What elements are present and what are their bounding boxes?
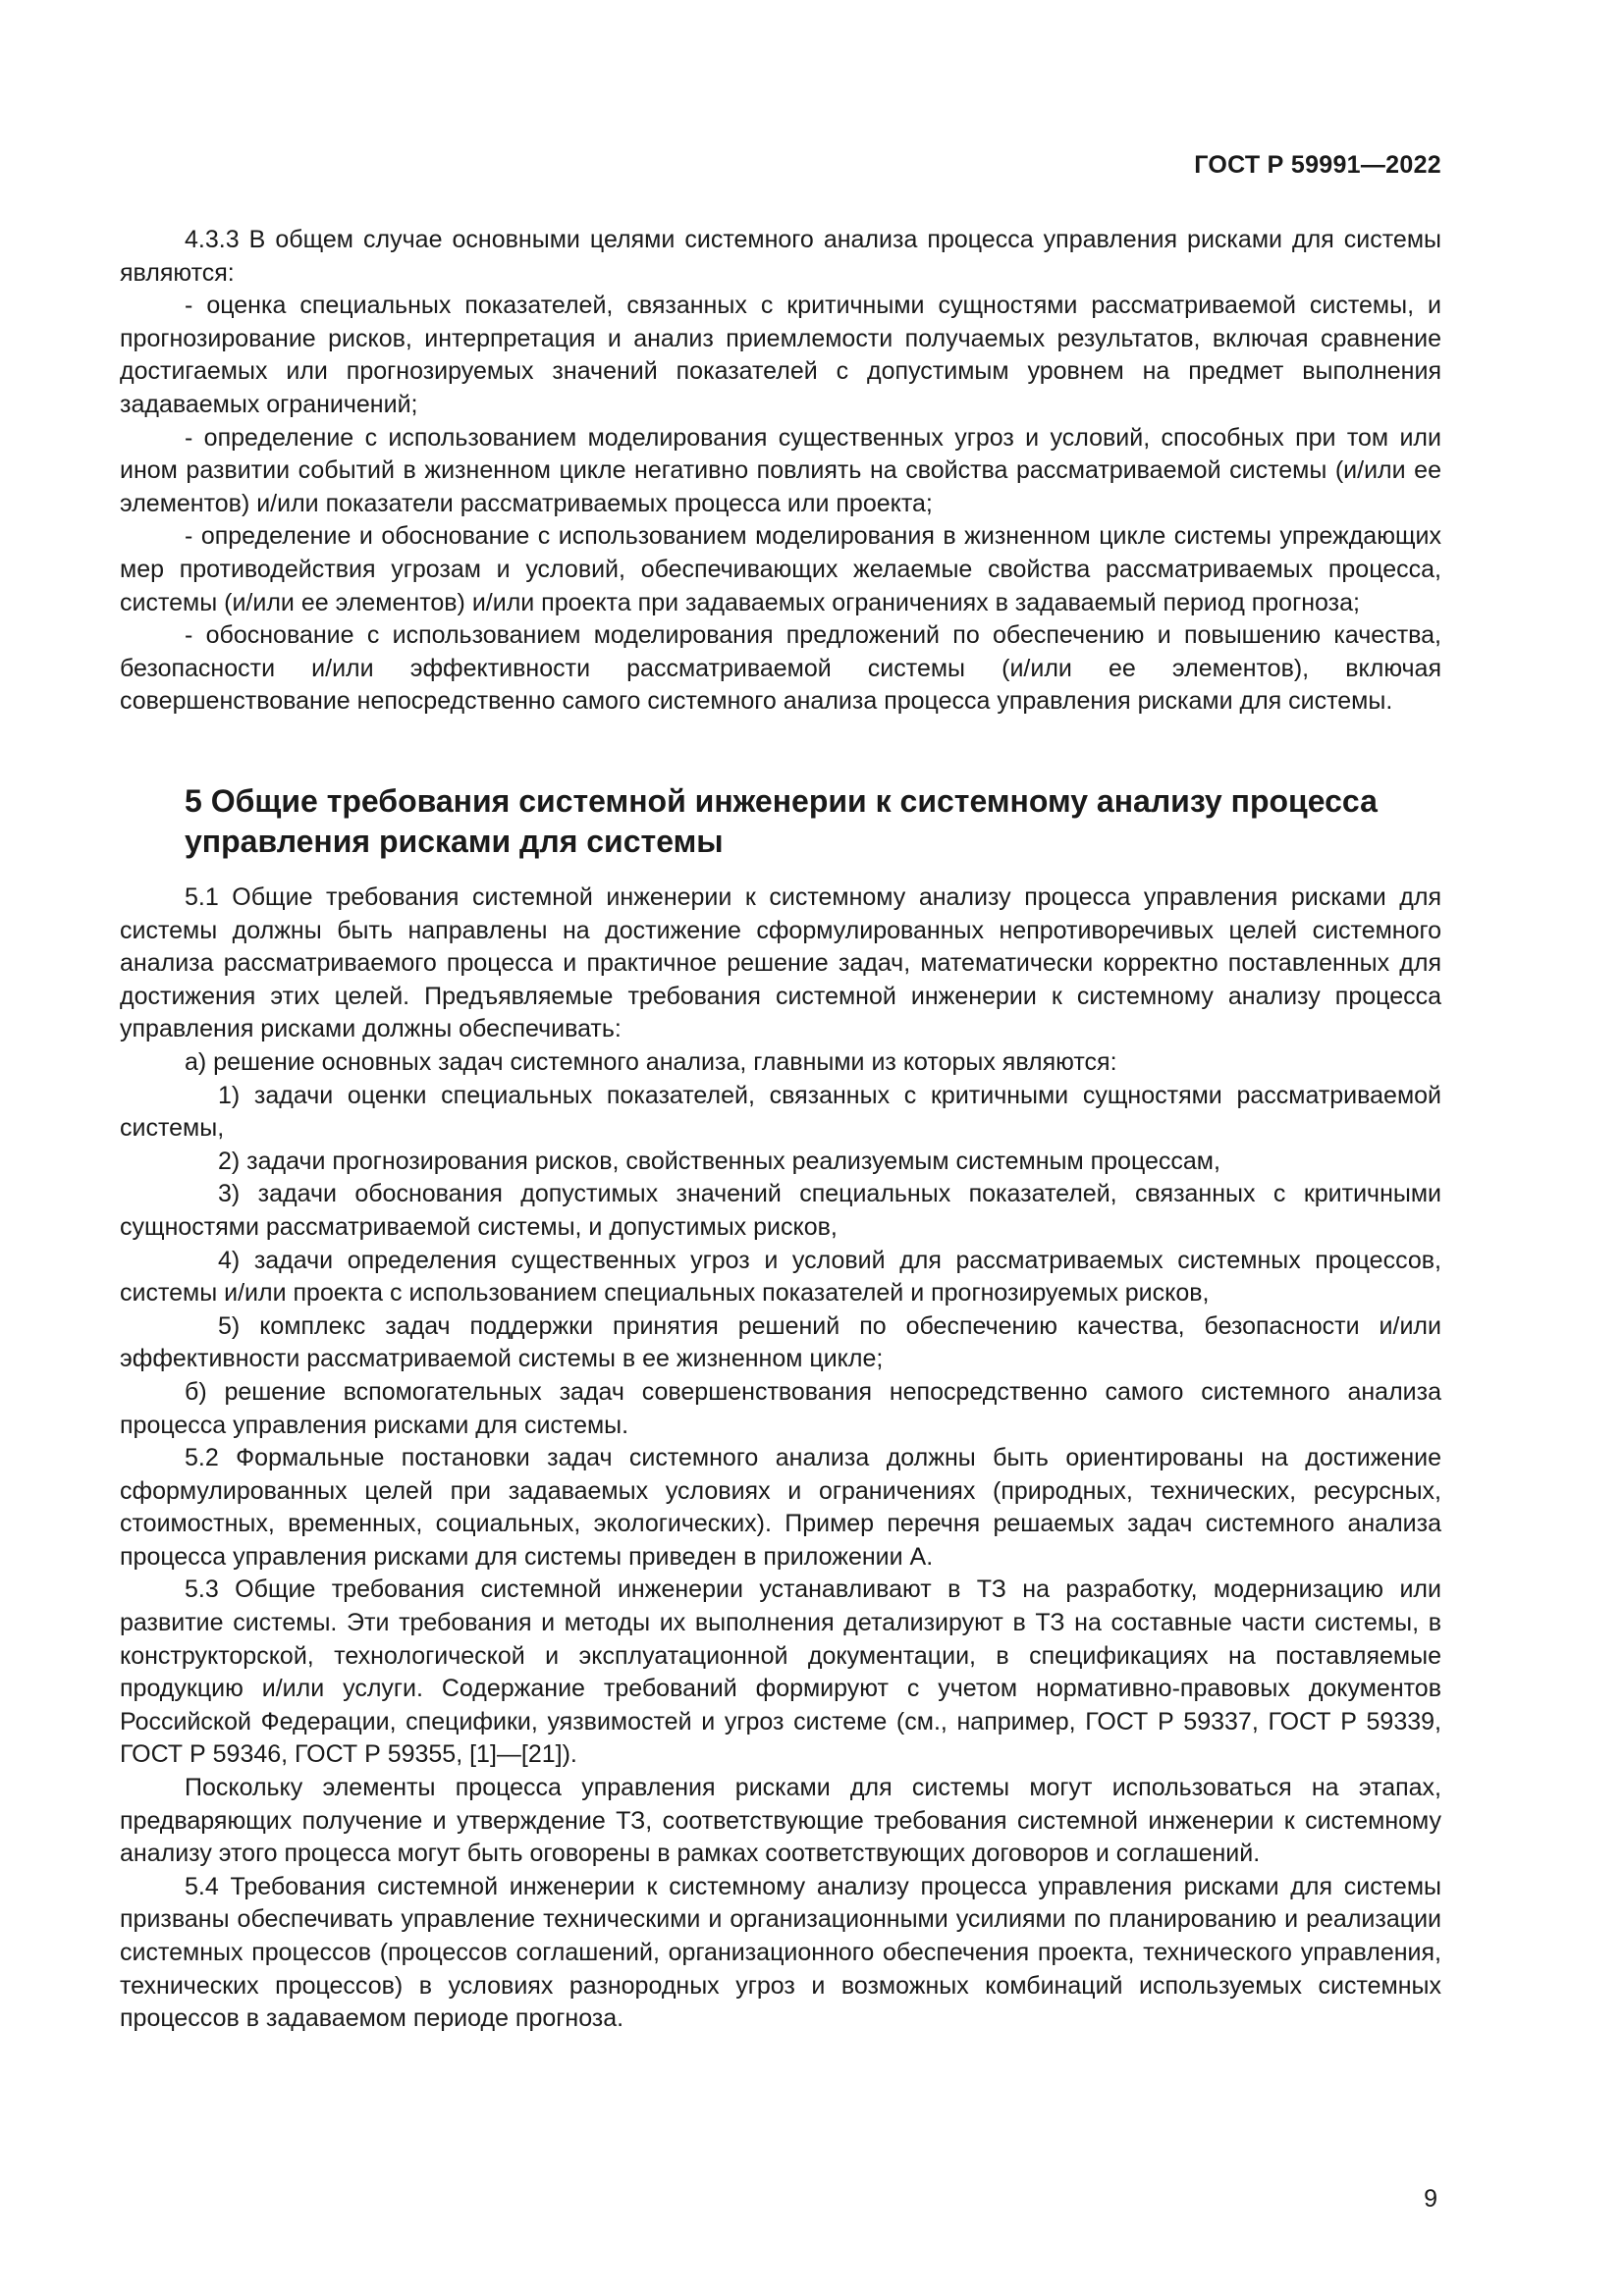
list-item-a: а) решение основных задач системного анализа, главными из которых являются:	[185, 1047, 1117, 1076]
paragraph-4-3-3: 4.3.3 В общем случае основными целями системного анализа процесса управления рисками для системы являются:	[120, 226, 1441, 287]
list-subitem-1: 1) задачи оценки специальных показателей, связанных с критичными сущностями рассматриваемой системы,	[120, 1081, 1441, 1143]
list-subitem-2: 2) задачи прогнозирования рисков, свойственных реализуемым системным процессам,	[218, 1147, 1220, 1175]
paragraph-5-2: 5.2 Формальные постановки задач системного анализа должны быть ориентированы на достижение сформулированных целей при задаваемых условиях и ограничениях (природных, технических, ресурсных, стоимостных, временных, социальных, экологических). Пример перечня решаемых задач системного анализа процесса управления рисками для системы приведен в приложении А.	[120, 1444, 1441, 1571]
paragraph-5-3-continuation: Поскольку элементы процесса управления рисками для системы могут использоваться на этапах, предваряющих получение и утверждение ТЗ, соответствующие требования системной инженерии к системному анализу этого процесса могут быть оговорены в рамках соответствующих договоров и соглашений.	[120, 1774, 1441, 1868]
paragraph-5-4: 5.4 Требования системной инженерии к системному анализу процесса управления рисками для системы призваны обеспечивать управление техническими и организационными усилиями по планированию и реализации системных процессов (процессов соглашений, организационного обеспечения проекта, технического управления, технических процессов) в условиях разнородных угроз и возможных комбинаций используемых системных процессов в задаваемом периоде прогноза.	[120, 1872, 1441, 2033]
list-subitem-4: 4) задачи определения существенных угроз и условий для рассматриваемых системных процессов, системы и/или проекта с использованием специальных показателей и прогнозируемых рисков,	[120, 1246, 1441, 1308]
list-item-goal-1: - оценка специальных показателей, связанных с критичными сущностями рассматриваемой системы, и прогнозирование рисков, интерпретация и анализ приемлемости получаемых результатов, включая сравнение достигаемых или прогнозируемых значений показателей с допустимым уровнем на предмет выполнения задаваемых ограничений;	[120, 292, 1441, 418]
section-5-body	[120, 881, 1441, 2036]
list-item-goal-2: - определение с использованием моделирования существенных угроз и условий, способных при том или ином развитии событий в жизненном цикле негативно повлиять на свойства рассматриваемой системы (и/или ее элементов) и/или показатели рассматриваемых процесса или проекта;	[120, 423, 1441, 517]
intro-block	[120, 224, 1441, 719]
list-subitem-5: 5) комплекс задач поддержки принятия решений по обеспечению качества, безопасности и/или эффективности рассматриваемой системы в ее жизненном цикле;	[120, 1311, 1441, 1373]
paragraph-5-1: 5.1 Общие требования системной инженерии к системному анализу процесса управления рисками для системы должны быть направлены на достижение сформулированных непротиворечивых целей системного анализа рассматриваемого процесса и практичное решение задач, математически корректно поставленных для достижения этих целей. Предъявляемые требования системной инженерии к системному анализу процесса управления рисками должны обеспечивать:	[120, 883, 1441, 1043]
list-item-goal-4: - обоснование с использованием моделирования предложений по обеспечению и повышению качества, безопасности и/или эффективности рассматриваемой системы (и/или ее элементов), включая совершенствование непосредственно самого системного анализа процесса управления рисками для системы.	[120, 621, 1441, 716]
list-subitem-3: 3) задачи обоснования допустимых значений специальных показателей, связанных с критичными сущностями рассматриваемой системы, и допустимых рисков,	[120, 1180, 1441, 1241]
page-number: 9	[1424, 2185, 1437, 2213]
document-code-header: ГОСТ Р 59991—2022	[1194, 151, 1441, 179]
list-item-goal-3: - определение и обоснование с использованием моделирования в жизненном цикле системы упреждающих мер противодействия угрозам и условий, обеспечивающих желаемые свойства рассматриваемых процесса, системы (и/или ее элементов) и/или проекта при задаваемых ограничениях в задаваемый период прогноза;	[120, 522, 1441, 616]
section-5-heading: 5 Общие требования системной инженерии к системному анализу процесса управления рисками для системы	[185, 783, 1378, 859]
list-item-b: б) решение вспомогательных задач совершенствования непосредственно самого системного анализа процесса управления рисками для системы.	[120, 1377, 1441, 1439]
paragraph-5-3: 5.3 Общие требования системной инженерии устанавливают в ТЗ на разработку, модернизацию или развитие системы. Эти требования и методы их выполнения детализируют в ТЗ на составные части системы, в конструкторской, технологической и эксплуатационной документации, в спецификациях на поставляемые продукцию и/или услуги. Содержание требований формируют с учетом нормативно-правовых документов Российской Федерации, специфики, уязвимостей и угроз системе (см., например, ГОСТ Р 59337, ГОСТ Р 59339, ГОСТ Р 59346, ГОСТ Р 59355, [1]—[21]).	[120, 1575, 1441, 1769]
